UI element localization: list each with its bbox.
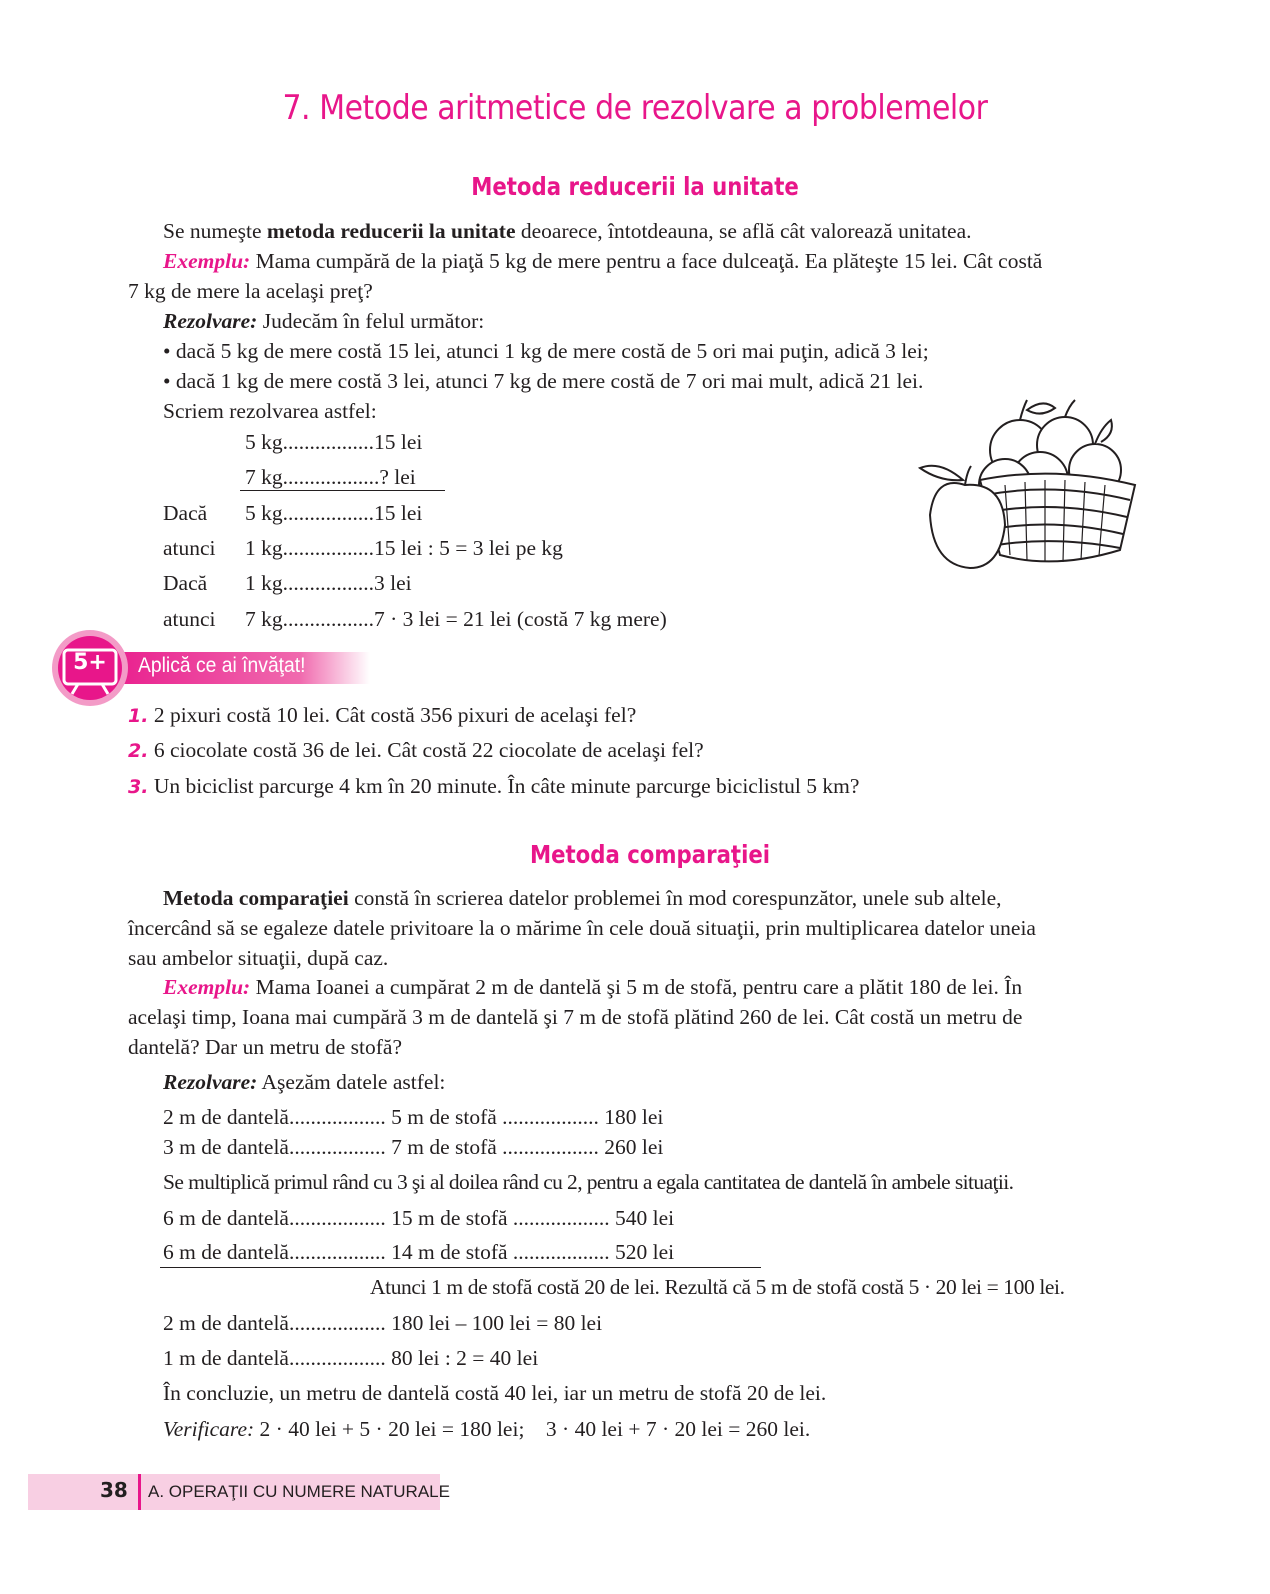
example2-line-3: dantelă? Dar un metru de stofă? [128, 1035, 402, 1059]
calc-row-6: 7 kg.................7 · 3 lei = 21 lei (costă 7 kg mere) [245, 607, 667, 631]
exercise-1 [128, 700, 636, 731]
calc-label-3: Dacă [163, 501, 208, 525]
calc-label-5: Dacă [163, 571, 208, 595]
intro-bold-term: metoda reducerii la unitate [266, 219, 516, 243]
example-line-2: 7 kg de mere la acelaşi preţ? [128, 279, 373, 303]
definition-line-1 [163, 883, 1002, 913]
chapter-label: A. OPERAŢII CU NUMERE NATURALE [148, 1482, 450, 1501]
example-line [163, 246, 1042, 276]
definition-bold-term: Metoda comparaţiei [163, 886, 349, 910]
example2-line-1 [163, 972, 1022, 1002]
exercise-number: 1. [128, 705, 149, 727]
solution-text: Aşezăm datele astfel: [257, 1070, 446, 1094]
example2-line-2: acelaşi timp, Ioana mai cumpără 3 m de dantelă şi 7 m de stofă plătind 260 de lei. Cât costă un metru de [128, 1005, 1023, 1029]
data-row-3: 6 m de dantelă.................. 15 m de stofă .................. 540 lei [163, 1206, 675, 1230]
exercise-text: 6 ciocolate costă 36 de lei. Cât costă 22 ciocolate de acelaşi fel? [153, 738, 704, 762]
intro-paragraph [163, 216, 972, 246]
data-row-5: 2 m de dantelă.................. 180 lei – 100 lei = 80 lei [163, 1311, 603, 1335]
exercise-text: Un biciclist parcurge 4 km în 20 minute. În câte minute parcurge biciclistul 5 km? [153, 774, 860, 798]
data-row-4: 6 m de dantelă.................. 14 m de stofă .................. 520 lei [160, 1237, 761, 1268]
apply-badge: 5+ [73, 650, 107, 675]
page-number: 38 [100, 1478, 128, 1502]
intro-text: Se numeşte [163, 219, 267, 243]
calc-row-3: 5 kg.................15 lei [245, 501, 423, 525]
calc-label-6: atunci [163, 607, 216, 631]
solution-label: Rezolvare: [163, 1070, 258, 1094]
definition-line-2: încercând să se egaleze datele privitoare la o mărime în cele două situaţii, prin multiplicarea datelor uneia [128, 916, 1036, 940]
example-text: Mama Ioanei a cumpărat 2 m de dantelă şi 5 m de stofă, pentru care a plătit 180 de lei. În [250, 975, 1023, 999]
exercise-2 [128, 735, 704, 766]
calc-row-5: 1 kg.................3 lei [245, 571, 412, 595]
bullet-1: • dacă 5 kg de mere costă 15 lei, atunci 1 kg de mere costă de 5 ori mai puţin, adică 3 lei; [163, 339, 929, 363]
then-line: Atunci 1 m de stofă costă 20 de lei. Rezultă că 5 m de stofă costă 5 · 20 lei = 100 lei. [370, 1275, 1065, 1299]
exercise-number: 2. [128, 740, 149, 762]
apply-label: Aplică ce ai învăţat! [138, 654, 306, 677]
calc-row-1: 5 kg.................15 lei [245, 430, 423, 454]
solution-text: Judecăm în felul următor: [257, 309, 485, 333]
conclusion-line: În concluzie, un metru de dantelă costă 40 lei, iar un metru de stofă 20 de lei. [163, 1381, 827, 1405]
calc-label-4: atunci [163, 536, 216, 560]
check-label: Verificare: [163, 1417, 255, 1441]
section-heading-unit-method: Metoda reducerii la unitate [471, 172, 799, 201]
data-row-6: 1 m de dantelă.................. 80 lei : 2 = 40 lei [163, 1346, 539, 1370]
example-label: Exemplu: [163, 249, 251, 273]
solution2-line [163, 1067, 445, 1097]
definition-text: constă în scrierea datelor problemei în mod corespunzător, unele sub altele, [348, 886, 1002, 910]
solution-label: Rezolvare: [163, 309, 258, 333]
bullet-2: • dacă 1 kg de mere costă 3 lei, atunci 7 kg de mere costă de 7 ori mai mult, adică 21 lei. [163, 369, 924, 393]
solution-line [163, 306, 484, 336]
page-title: 7. Metode aritmetice de rezolvare a problemelor [282, 88, 988, 128]
data-row-1: 2 m de dantelă.................. 5 m de stofă .................. 180 lei [163, 1105, 664, 1129]
exercise-3 [128, 771, 859, 802]
example-text: Mama cumpără de la piaţă 5 kg de mere pentru a face dulceaţă. Ea plăteşte 15 lei. Cât costă [250, 249, 1043, 273]
data-row-2: 3 m de dantelă.................. 7 m de stofă .................. 260 lei [163, 1135, 664, 1159]
example-label: Exemplu: [163, 975, 251, 999]
exercise-number: 3. [128, 776, 149, 798]
write-line: Scriem rezolvarea astfel: [163, 399, 377, 423]
section-heading-comparison-method: Metoda comparaţiei [529, 840, 771, 869]
definition-line-3: sau ambelor situaţii, după caz. [128, 946, 389, 970]
apple-basket-illustration [915, 390, 1145, 575]
calc-row-4: 1 kg.................15 lei : 5 = 3 lei pe kg [245, 536, 563, 560]
check-text: 2 · 40 lei + 5 · 20 lei = 180 lei; 3 · 40 lei + 7 · 20 lei = 260 lei. [254, 1417, 811, 1441]
calc-row-2: 7 kg..................? lei [240, 465, 445, 491]
footer-divider [138, 1474, 141, 1510]
exercise-text: 2 pixuri costă 10 lei. Cât costă 356 pixuri de acelaşi fel? [153, 703, 637, 727]
multiply-line: Se multiplică primul rând cu 3 şi al doilea rând cu 2, pentru a egala cantitatea de dantelă în ambele situaţii. [163, 1170, 1014, 1194]
intro-text-end: deoarece, întotdeauna, se află cât valorează unitatea. [515, 219, 972, 243]
check-line [163, 1414, 810, 1444]
